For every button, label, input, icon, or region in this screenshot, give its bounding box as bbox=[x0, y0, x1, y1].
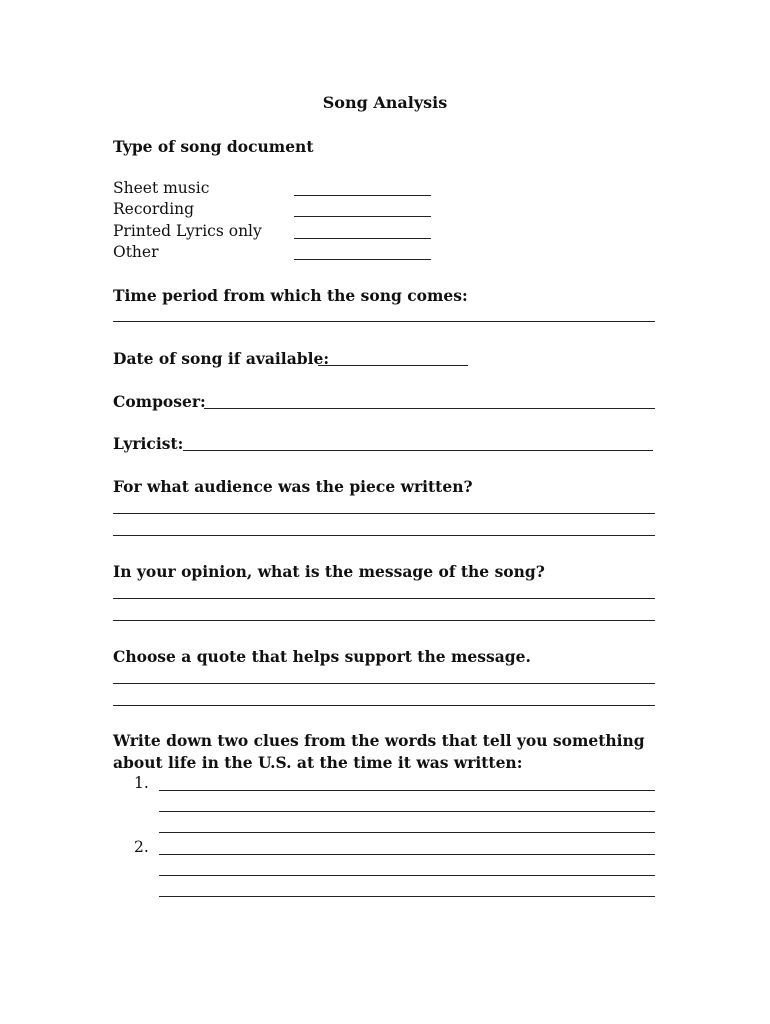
clue-2-blank-3[interactable] bbox=[159, 896, 655, 897]
clue-2-blank-2[interactable] bbox=[159, 875, 655, 876]
page-title: Song Analysis bbox=[322, 93, 448, 112]
time-period-blank[interactable] bbox=[113, 321, 655, 322]
time-period-label: Time period from which the song comes: bbox=[113, 286, 468, 305]
clues-label-line-1: Write down two clues from the words that tell you something bbox=[113, 731, 645, 750]
composer-blank[interactable] bbox=[204, 408, 655, 409]
lyricist-label: Lyricist: bbox=[113, 434, 184, 453]
type-other-blank[interactable] bbox=[294, 259, 431, 260]
date-label: Date of song if available: bbox=[113, 349, 330, 368]
date-blank[interactable] bbox=[318, 365, 468, 366]
quote-blank-1[interactable] bbox=[113, 683, 655, 684]
message-blank-2[interactable] bbox=[113, 620, 655, 621]
type-heading: Type of song document bbox=[113, 137, 314, 156]
audience-blank-1[interactable] bbox=[113, 513, 655, 514]
quote-blank-2[interactable] bbox=[113, 705, 655, 706]
type-sheet-music-blank[interactable] bbox=[294, 195, 431, 196]
clue-1-blank-1[interactable] bbox=[159, 790, 655, 791]
clue-1-number: 1. bbox=[134, 774, 149, 792]
composer-label: Composer: bbox=[113, 392, 206, 411]
type-sheet-music-label: Sheet music bbox=[113, 179, 210, 197]
clues-label-line-2: about life in the U.S. at the time it was written: bbox=[113, 753, 523, 772]
quote-label: Choose a quote that helps support the message. bbox=[113, 647, 531, 666]
type-recording-label: Recording bbox=[113, 200, 195, 218]
type-recording-blank[interactable] bbox=[294, 216, 431, 217]
type-other-label: Other bbox=[113, 243, 159, 261]
clue-1-blank-2[interactable] bbox=[159, 811, 655, 812]
message-label: In your opinion, what is the message of the song? bbox=[113, 562, 545, 581]
type-printed-lyrics-blank[interactable] bbox=[294, 238, 431, 239]
message-blank-1[interactable] bbox=[113, 598, 655, 599]
audience-label: For what audience was the piece written? bbox=[113, 477, 473, 496]
lyricist-blank[interactable] bbox=[183, 450, 653, 451]
clue-1-blank-3[interactable] bbox=[159, 832, 655, 833]
type-printed-lyrics-label: Printed Lyrics only bbox=[113, 222, 262, 240]
clue-2-blank-1[interactable] bbox=[159, 854, 655, 855]
audience-blank-2[interactable] bbox=[113, 535, 655, 536]
clue-2-number: 2. bbox=[134, 838, 149, 856]
